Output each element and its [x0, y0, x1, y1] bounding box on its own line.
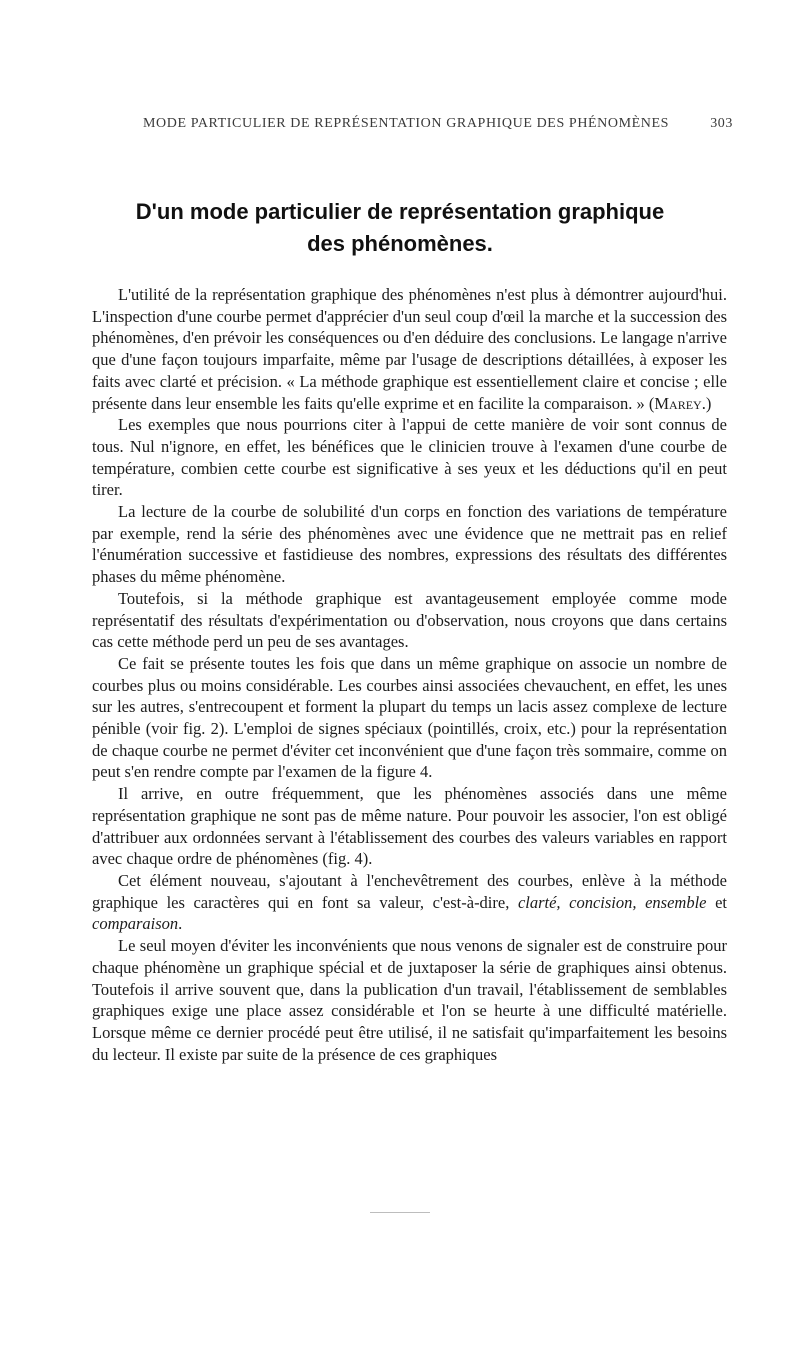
- running-title: MODE PARTICULIER DE REPRÉSENTATION GRAPHIQUE DES PHÉNOMÈNES: [143, 116, 670, 131]
- article-title-line-2: des phénomènes.: [307, 231, 493, 256]
- paragraph-2: Les exemples que nous pourrions citer à l'appui de cette manière de voir sont connus de tous. Nul n'ignore, en effet, les bénéfices que le clinicien trouve à l'examen d'une courbe de température, combien cette courbe est significative à ses yeux et les déductions qu'il en peut tirer.: [92, 415, 727, 500]
- paragraph-4: Toutefois, si la méthode graphique est avantageusement employée comme mode représentatif des résultats d'expérimentation ou d'observation, nous croyons que dans certains cas cette méthode perd un peu de ses avantages.: [92, 588, 727, 652]
- italic-last-quality: comparaison: [92, 914, 179, 934]
- paragraph-8: Le seul moyen d'éviter les inconvénients que nous venons de signaler est de construire pour chaque phénomène un graphique spécial et de juxtaposer la série de graphiques ainsi obtenus. Toutefois il arrive souvent que, dans la publication d'un travail, l'établissement de semblables graphiques exige une place assez considérable et l'on se heurte à une difficulté matérielle. Lorsque même ce dernier procédé peut être utilisé, il ne satisfait qu'imparfaitement les besoins du lecteur. Il existe par suite de la présence de ces graphiques: [92, 936, 727, 1064]
- paragraph-5: Ce fait se présente toutes les fois que dans un même graphique on associe un nombre de courbes plus ou moins considérable. Les courbes ainsi associées chevauchent, en effet, les unes sur les autres, s'entrecoupent et forment la plupart du temps un lacis assez complexe de lecture pénible (voir fig. 2). L'emploi de signes spéciaux (pointillés, croix, etc.) pour la représentation de chaque courbe ne permet d'éviter cet inconvénient que d'une façon très sommaire, comme on peut s'en rendre compte par l'examen de la figure 4.: [92, 653, 727, 782]
- paragraph-1: L'utilité de la représentation graphique des phénomènes n'est plus à démontrer aujourd'hui. L'inspection d'une courbe permet d'apprécier d'un seul coup d'œil la marche et la succession des phénomènes, d'en prévoir les conséquences ou d'en déduire des conclusions. Le langage n'arrive que d'une façon toujours imparfaite, même par l'usage de descriptions détaillées, à exposer les faits avec clarté et précision. « La méthode graphique est essentiellement claire et concise ; elle présente dans leur ensemble les faits qu'elle exprime et en facilite la comparaison. » (Marey.): [92, 285, 727, 413]
- paragraph-7: Cet élément nouveau, s'ajoutant à l'enchevêtrement des courbes, enlève à la méthode graphique les caractères qui en font sa valeur, c'est-à-dire, clarté, concision, ensemble et comparaison.: [92, 870, 727, 934]
- footer-rule: [370, 1212, 430, 1213]
- citation-author: Marey: [654, 393, 702, 413]
- article-body: [92, 284, 727, 1065]
- article-title: [100, 196, 700, 260]
- paragraph-3: La lecture de la courbe de solubilité d'un corps en fonction des variations de température par exemple, rend la série des phénomènes avec une évidence que ne mettrait pas en relief l'énumération successive et fastidieuse des nombres, expressions des résultats des différentes phases du même phénomène.: [92, 502, 727, 587]
- italic-qualities: clarté, concision, ensemble: [517, 892, 707, 912]
- page-number: 303: [710, 116, 733, 131]
- article-title-line-1: D'un mode particulier de représentation graphique: [135, 199, 665, 224]
- paragraph-6: Il arrive, en outre fréquemment, que les phénomènes associés dans une même représentation graphique ne sont pas de même nature. Pour pouvoir les associer, l'on est obligé d'attribuer aux ordonnées servant à l'établissement des courbes des valeurs variables en rapport avec chaque ordre de phénomènes (fig. 4).: [92, 784, 727, 869]
